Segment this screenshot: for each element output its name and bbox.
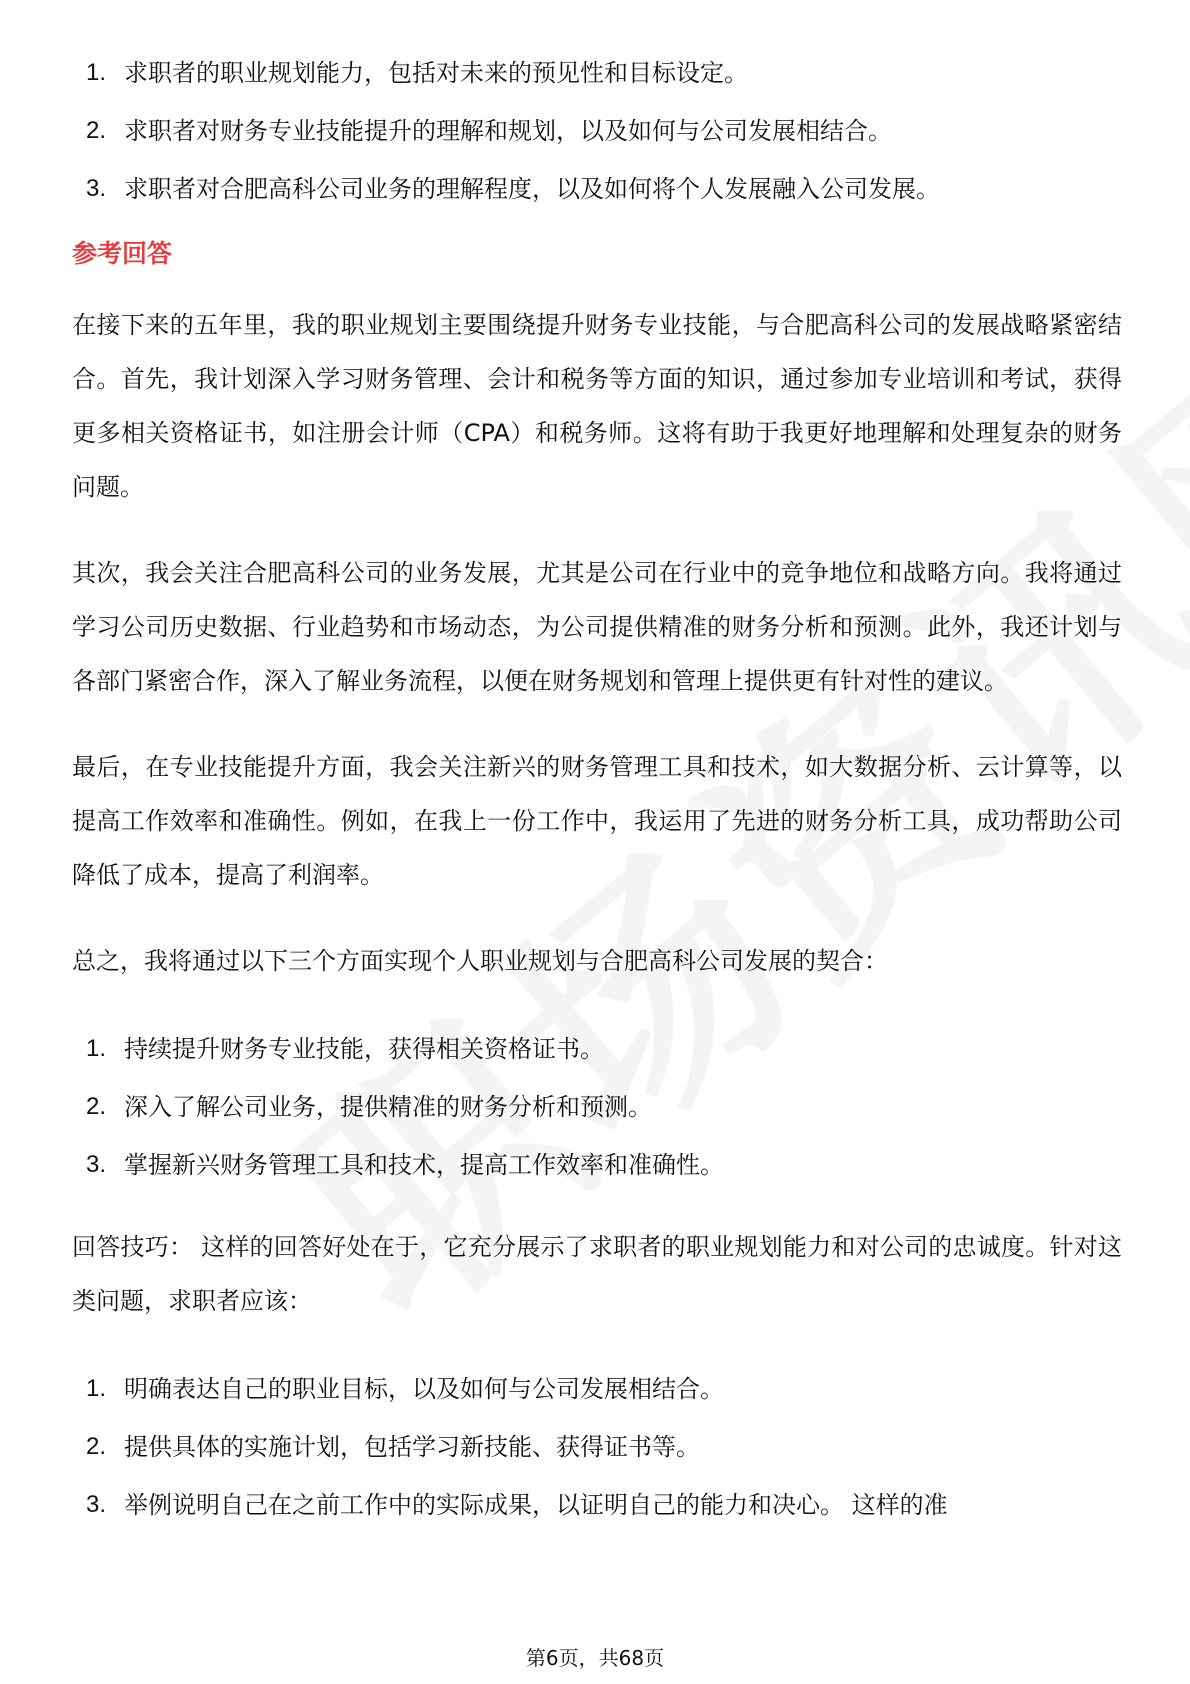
page-number: 第6页，共68页: [525, 1646, 665, 1670]
list-item-text: 求职者对财务专业技能提升的理解和规划，以及如何与公司发展相结合。: [124, 117, 892, 145]
paragraph: 其次，我会关注合肥高科公司的业务发展，尤其是公司在行业中的竞争地位和战略方向。我将通过学习公司历史数据、行业趋势和市场动态，为公司提供精准的财务分析和预测。此外，我还计划与各部门紧密合作，深入了解业务流程，以便在财务规划和管理上提供更有针对性的建议。: [72, 559, 1122, 695]
list-item-text: 求职者对合肥高科公司业务的理解程度，以及如何将个人发展融入公司发展。: [124, 175, 940, 203]
page-content: [72, 44, 1122, 1534]
list-item: 3. 掌握新兴财务管理工具和技术，提高工作效率和准确性。: [72, 1136, 1122, 1194]
list-item-text: 明确表达自己的职业目标，以及如何与公司发展相结合。: [124, 1375, 724, 1403]
list-item-text: 举例说明自己在之前工作中的实际成果，以证明自己的能力和决心。 这样的准: [124, 1491, 948, 1519]
top-list: [72, 44, 1122, 218]
list-item: 1. 求职者的职业规划能力，包括对未来的预见性和目标设定。: [72, 44, 1122, 102]
summary-list: [72, 1020, 1122, 1194]
tips-paragraph: 回答技巧： 这样的回答好处在于，它充分展示了求职者的职业规划能力和对公司的忠诚度。针对这类问题，求职者应该：: [72, 1233, 1122, 1315]
list-item-text: 持续提升财务专业技能，获得相关资格证书。: [124, 1035, 604, 1063]
list-item-text: 深入了解公司业务，提供精准的财务分析和预测。: [124, 1093, 652, 1121]
paragraph: 在接下来的五年里，我的职业规划主要围绕提升财务专业技能，与合肥高科公司的发展战略紧密结合。首先，我计划深入学习财务管理、会计和税务等方面的知识，通过参加专业培训和考试，获得更多相关资格证书，如注册会计师（CPA）和税务师。这将有助于我更好地理解和处理复杂的财务问题。: [72, 311, 1122, 501]
paragraph: 最后，在专业技能提升方面，我会关注新兴的财务管理工具和技术，如大数据分析、云计算等，以提高工作效率和准确性。例如，在我上一份工作中，我运用了先进的财务分析工具，成功帮助公司降低了成本，提高了利润率。: [72, 753, 1122, 889]
tips-list: [72, 1360, 1122, 1534]
list-item: 3. 求职者对合肥高科公司业务的理解程度，以及如何将个人发展融入公司发展。: [72, 160, 1122, 218]
list-item: 2. 深入了解公司业务，提供精准的财务分析和预测。: [72, 1078, 1122, 1136]
list-item: 1. 明确表达自己的职业目标，以及如何与公司发展相结合。: [72, 1360, 1122, 1418]
section-heading: 参考回答: [72, 239, 173, 268]
list-item-text: 求职者的职业规划能力，包括对未来的预见性和目标设定。: [124, 59, 748, 87]
list-item: 2. 求职者对财务专业技能提升的理解和规划，以及如何与公司发展相结合。: [72, 102, 1122, 160]
list-item: 1. 持续提升财务专业技能，获得相关资格证书。: [72, 1020, 1122, 1078]
list-item: 3. 举例说明自己在之前工作中的实际成果，以证明自己的能力和决心。 这样的准: [72, 1476, 1122, 1534]
list-item-text: 提供具体的实施计划，包括学习新技能、获得证书等。: [124, 1433, 700, 1461]
paragraph: 总之，我将通过以下三个方面实现个人职业规划与合肥高科公司发展的契合：: [72, 947, 888, 975]
list-item: 2. 提供具体的实施计划，包括学习新技能、获得证书等。: [72, 1418, 1122, 1476]
list-item-text: 掌握新兴财务管理工具和技术，提高工作效率和准确性。: [124, 1151, 724, 1179]
